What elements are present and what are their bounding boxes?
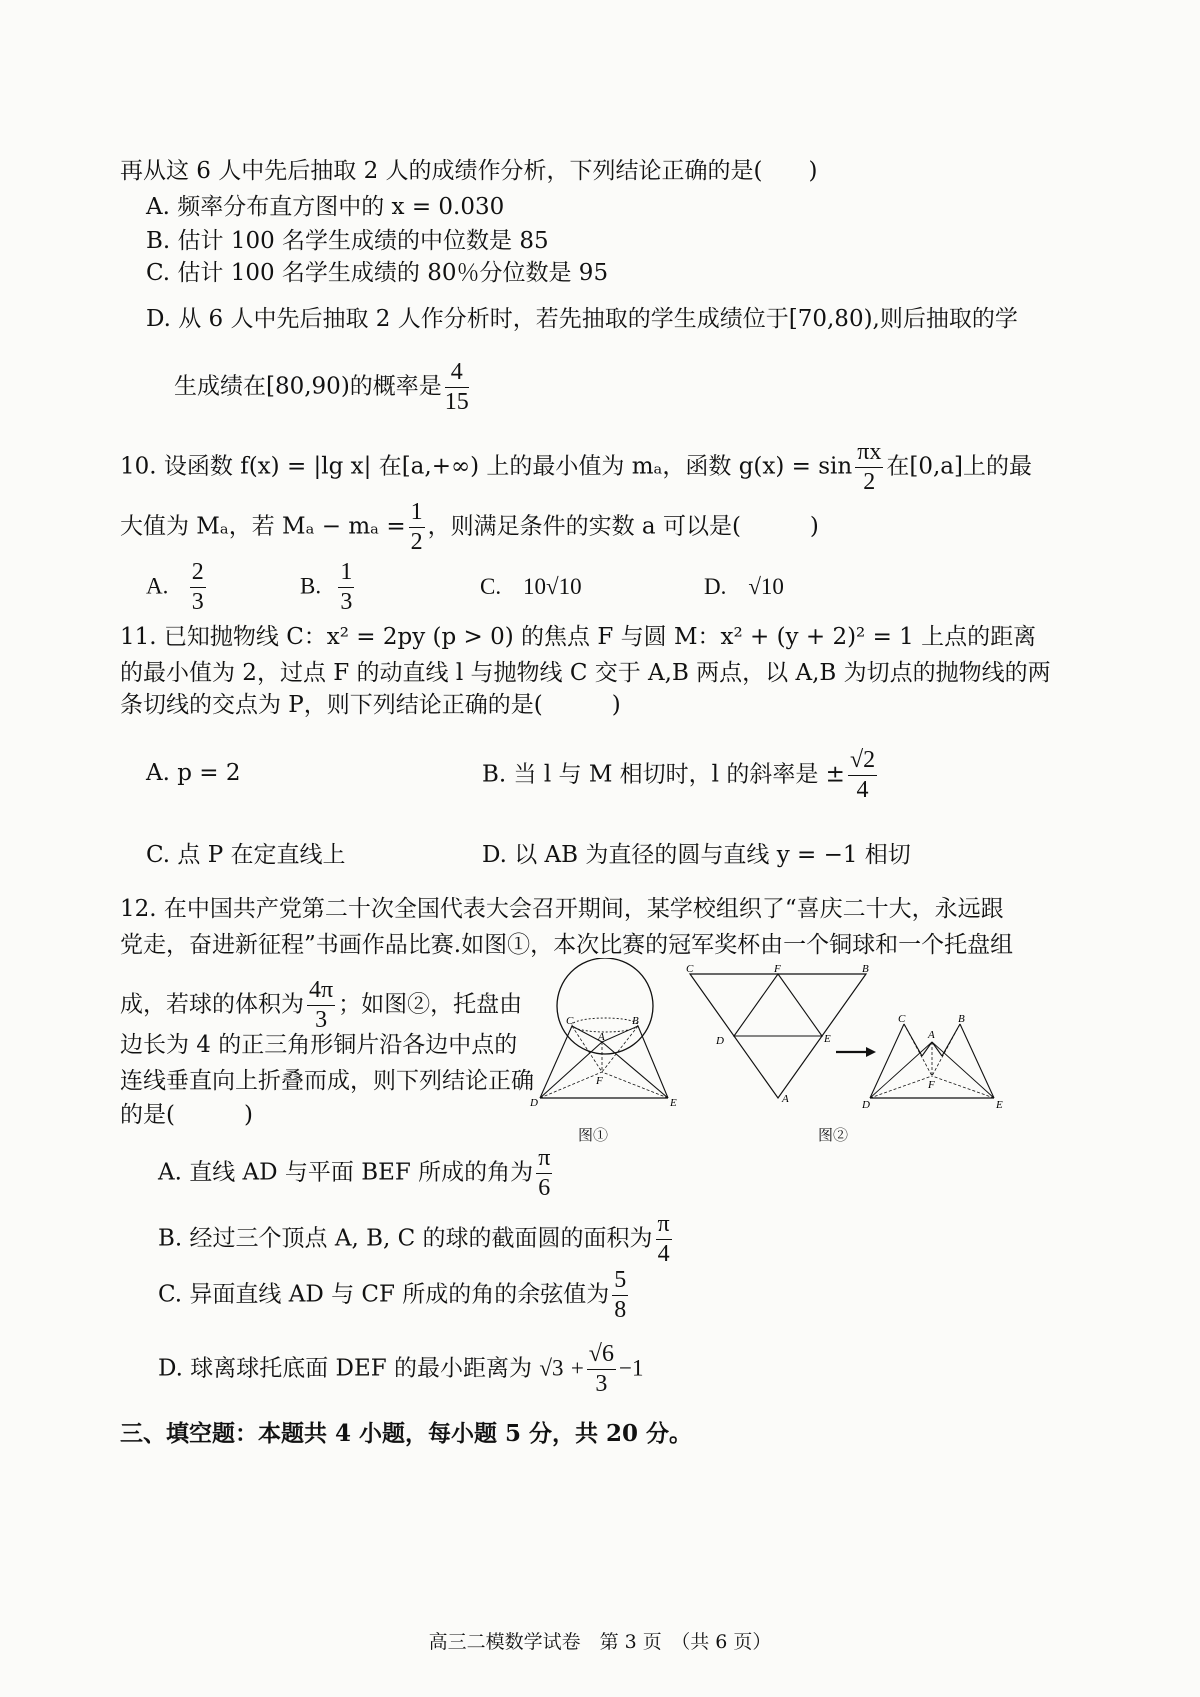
figure-2-folded-tray: [862, 1012, 1008, 1112]
q12-option-c: C. 异面直线 AD 与 CF 所成的角的余弦值为 $\frac{5}{8}$: [158, 1267, 627, 1324]
q10-line1-start: 10. 设函数 f(x) = |lg x| 在[a,+∞) 上的最小值为 mₐ，函数 g(x) = sin: [120, 453, 853, 480]
q12-line4: 边长为 4 的正三角形铜片沿各边中点的: [120, 1032, 518, 1058]
q10-line2: [120, 500, 819, 555]
q10-line1-end: 在[0,a]上的最: [886, 453, 1032, 480]
fig2b-label-d: D: [862, 1099, 870, 1111]
q10-line1: [120, 440, 1032, 495]
fig2-label-d: D: [716, 1035, 724, 1047]
section-3-heading: 三、填空题：本题共 4 小题，每小题 5 分，共 20 分。: [120, 1420, 693, 1447]
figure-2-flat-triangle: [682, 962, 882, 1104]
q9-option-d-fraction: $\frac{4}{15}$: [444, 359, 469, 416]
q9-option-a: A. 频率分布直方图中的 x = 0.030: [146, 194, 505, 220]
fig2-label-e: E: [824, 1033, 831, 1045]
fig2b-label-e: E: [996, 1099, 1003, 1111]
fig1-label-a: A: [598, 1031, 605, 1043]
fig2-label-b: B: [862, 963, 869, 975]
fig2-label-c: C: [686, 963, 694, 975]
q11-option-a: A. p = 2: [146, 760, 241, 786]
q10-option-b: B. $\frac{1}{3}$: [300, 559, 353, 616]
fig1-label-b: B: [632, 1015, 639, 1027]
q9-option-d-text: 生成绩在[80,90)的概率是: [174, 373, 442, 400]
q9-option-d-line1: D. 从 6 人中先后抽取 2 人作分析时，若先抽取的学生成绩位于[70,80),则后抽取的学: [146, 306, 1018, 332]
figure-2-caption: 图②: [818, 1126, 849, 1144]
fig2-label-a: A: [782, 1093, 789, 1104]
q12-line5: 连线垂直向上折叠而成，则下列结论正确: [120, 1068, 534, 1094]
q10-line2-end: ，则满足条件的实数 a 可以是( ): [427, 513, 819, 540]
q10-option-d: D. √10: [704, 574, 784, 599]
fig2b-label-c: C: [898, 1013, 906, 1025]
q10-option-c: C. 10√10: [480, 574, 582, 599]
fig2b-label-f: F: [928, 1079, 935, 1091]
q10-line2-start: 大值为 Mₐ，若 Mₐ − mₐ =: [120, 513, 406, 540]
fig2-label-f: F: [774, 963, 781, 975]
q12-volume-fraction: $\frac{4\pi}{3}$: [309, 977, 334, 1034]
q11-line3: 条切线的交点为 P，则下列结论正确的是( ): [120, 692, 621, 718]
q12-line3: 成，若球的体积为 $\frac{4\pi}{3}$ ；如图②，托盘由: [120, 977, 523, 1034]
q12-option-a: A. 直线 AD 与平面 BEF 所成的角为 $\frac{\pi}{6}$: [158, 1145, 551, 1202]
q12-line1: 12. 在中国共产党第二十次全国代表大会召开期间，某学校组织了“喜庆二十大，永远跟: [120, 896, 1004, 922]
fig1-label-f: F: [596, 1075, 603, 1087]
fig1-label-d: D: [530, 1097, 538, 1109]
q11-option-b: B. 当 l 与 M 相切时，l 的斜率是 ± $\frac{√2}{4}$: [482, 747, 876, 804]
q9-option-d-line2: [174, 360, 472, 415]
q9-option-c: C. 估计 100 名学生成绩的 80％分位数是 95: [146, 260, 609, 286]
q11-line2: 的最小值为 2，过点 F 的动直线 l 与抛物线 C 交于 A,B 两点，以 A,B 为切点的抛物线的两: [120, 660, 1051, 686]
q9-stem: 再从这 6 人中先后抽取 2 人的成绩作分析，下列结论正确的是( ): [120, 158, 818, 184]
q12-line2: 党走，奋进新征程”书画作品比赛.如图①，本次比赛的冠军奖杯由一个铜球和一个托盘组: [120, 932, 1014, 958]
fig1-label-e: E: [670, 1097, 677, 1109]
q11-option-d: D. 以 AB 为直径的圆与直线 y = −1 相切: [482, 842, 911, 868]
fig2b-label-a: A: [928, 1029, 935, 1041]
fig2b-label-b: B: [958, 1013, 965, 1025]
q11-option-c: C. 点 P 在定直线上: [146, 842, 346, 868]
fig1-label-c: C: [566, 1015, 574, 1027]
figure-1-trophy: [528, 958, 688, 1114]
q10-half-fraction: $\frac{1}{2}$: [410, 499, 423, 556]
q10-option-a: A. $\frac{2}{3}$: [146, 559, 204, 616]
page-footer: 高三二模数学试卷 第 3 页 （共 6 页）: [428, 1631, 772, 1653]
q12-option-d: D. 球离球托底面 DEF 的最小距离为 √3 + $\frac{√6}{3}$ −1: [158, 1341, 644, 1398]
q11-line1: 11. 已知抛物线 C：x² = 2py (p > 0) 的焦点 F 与圆 M：x² + (y + 2)² = 1 上点的距离: [120, 624, 1037, 650]
q12-option-b: B. 经过三个顶点 A, B, C 的球的截面圆的面积为 $\frac{\pi}{4}$: [158, 1211, 670, 1268]
q9-option-b: B. 估计 100 名学生成绩的中位数是 85: [146, 228, 549, 254]
q12-line6: 的是( ): [120, 1102, 253, 1128]
q10-sin-fraction: $\frac{\pi x}{2}$: [857, 439, 882, 496]
figure-1-caption: 图①: [578, 1126, 609, 1144]
